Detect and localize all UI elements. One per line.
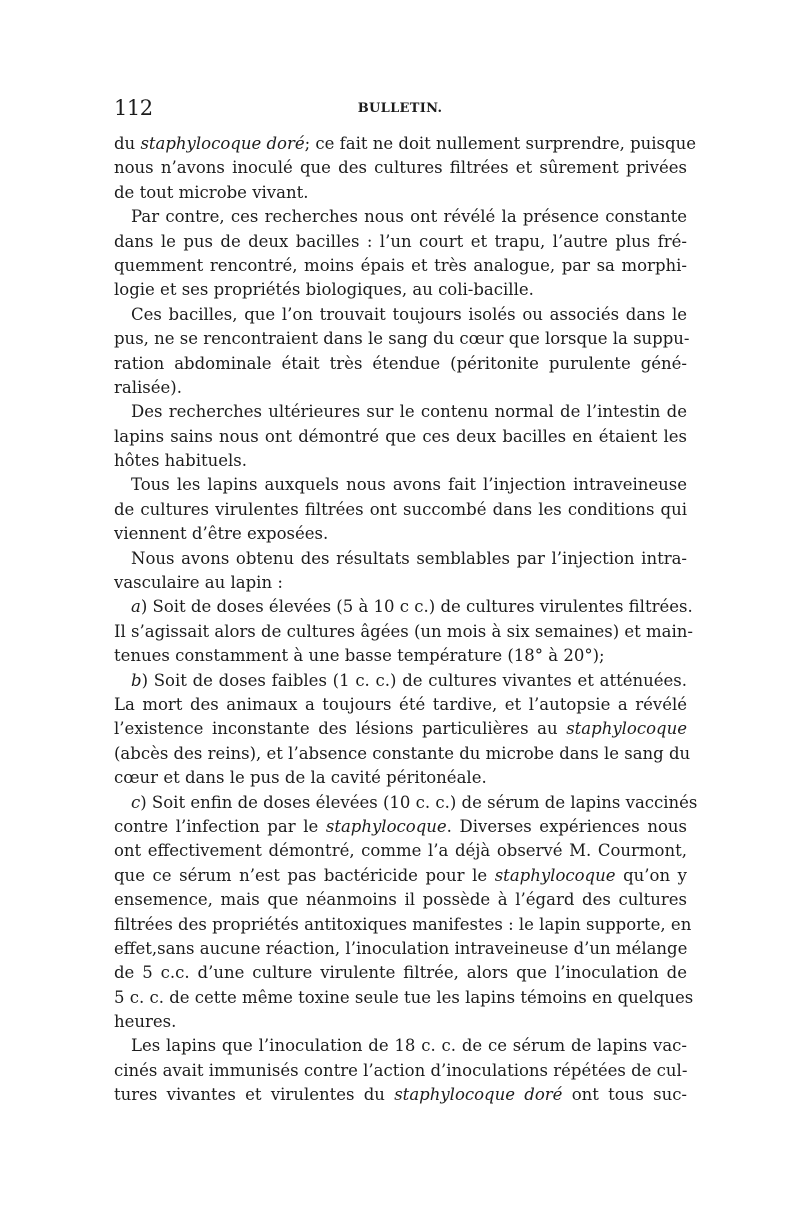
text-line: Il s’agissait alors de cultures âgées (un mois à six semaines) et main- xyxy=(114,621,693,641)
text-line: ralisée). xyxy=(114,377,182,397)
text-line: nous n’avons inoculé que des cultures filtrées et sûrement privées xyxy=(114,158,687,178)
text-line: de tout microbe vivant. xyxy=(114,182,309,202)
text-line: Ces bacilles, que l’on trouvait toujours isolés ou associés dans le xyxy=(131,304,687,324)
text-line: de 5 c.c. d’une culture virulente filtrée, alors que l’inoculation de xyxy=(114,963,687,983)
text-line: cœur et dans le pus de la cavité péritonéale. xyxy=(114,768,487,788)
body-text xyxy=(114,132,698,1108)
text-line: heures. xyxy=(114,1012,177,1032)
text-line: tures vivantes et virulentes du staphylocoque doré ont tous suc- xyxy=(114,1085,688,1105)
text-line: ration abdominale était très étendue (péritonite purulente géné- xyxy=(114,353,687,373)
text-line: tenues constamment à une basse température (18° à 20°); xyxy=(114,646,605,666)
text-line: lapins sains nous ont démontré que ces deux bacilles en étaient les xyxy=(114,426,687,446)
text-line: filtrées des propriétés antitoxiques manifestes : le lapin supporte, en xyxy=(114,914,692,934)
text-line: Les lapins que l’inoculation de 18 c. c. de ce sérum de lapins vac- xyxy=(131,1036,687,1056)
text-line: b) Soit de doses faibles (1 c. c.) de cultures vivantes et atténuées. xyxy=(131,670,687,690)
text-line: dans le pus de deux bacilles : l’un court et trapu, l’autre plus fré- xyxy=(114,231,687,251)
text-line: ensemence, mais que néanmoins il possède à l’égard des cultures xyxy=(114,890,687,910)
text-line: vasculaire au lapin : xyxy=(114,573,283,593)
text-line: a) Soit de doses élevées (5 à 10 c c.) de cultures virulentes filtrées. xyxy=(131,597,693,617)
text-line: l’existence inconstante des lésions particulières au staphylocoque xyxy=(114,719,687,739)
page-number: 112 xyxy=(114,96,153,120)
text-line: Des recherches ultérieures sur le contenu normal de l’intestin de xyxy=(131,402,687,422)
text-line: logie et ses propriétés biologiques, au coli-bacille. xyxy=(114,280,534,300)
text-line: effet,sans aucune réaction, l’inoculation intraveineuse d’un mélange xyxy=(114,938,688,958)
text-line: pus, ne se rencontraient dans le sang du cœur que lorsque la suppu- xyxy=(114,329,690,349)
text-line: cinés avait immunisés contre l’action d’inoculations répétées de cul- xyxy=(114,1060,688,1080)
text-line: Nous avons obtenu des résultats semblables par l’injection intra- xyxy=(131,548,687,568)
text-line: Par contre, ces recherches nous ont révélé la présence constante xyxy=(131,207,687,227)
text-line: Tous les lapins auxquels nous avons fait l’injection intraveineuse xyxy=(131,475,687,495)
text-line: du staphylocoque doré; ce fait ne doit nullement surprendre, puisque xyxy=(114,134,696,153)
text-line: contre l’infection par le staphylocoque. Diverses expériences nous xyxy=(114,816,687,836)
text-line: 5 c. c. de cette même toxine seule tue les lapins témoins en quelques xyxy=(114,987,694,1007)
text-line: hôtes habituels. xyxy=(114,451,247,471)
text-line: que ce sérum n’est pas bactéricide pour le staphylocoque qu’on y xyxy=(114,865,687,885)
text-line: de cultures virulentes filtrées ont succombé dans les conditions qui xyxy=(114,499,687,519)
text-line: viennent d’être exposées. xyxy=(114,524,329,544)
text-line: La mort des animaux a toujours été tardive, et l’autopsie a révélé xyxy=(114,694,687,714)
text-line: (abcès des reins), et l’absence constante du microbe dans le sang du xyxy=(114,743,691,763)
page-header xyxy=(114,96,686,124)
text-line: ont effectivement démontré, comme l’a déjà observé M. Courmont, xyxy=(114,841,687,861)
running-title: BULLETIN. xyxy=(357,101,443,116)
text-line: c) Soit enfin de doses élevées (10 c. c.) de sérum de lapins vaccinés xyxy=(131,792,698,812)
text-line: quemment rencontré, moins épais et très analogue, par sa morphi- xyxy=(114,255,687,275)
